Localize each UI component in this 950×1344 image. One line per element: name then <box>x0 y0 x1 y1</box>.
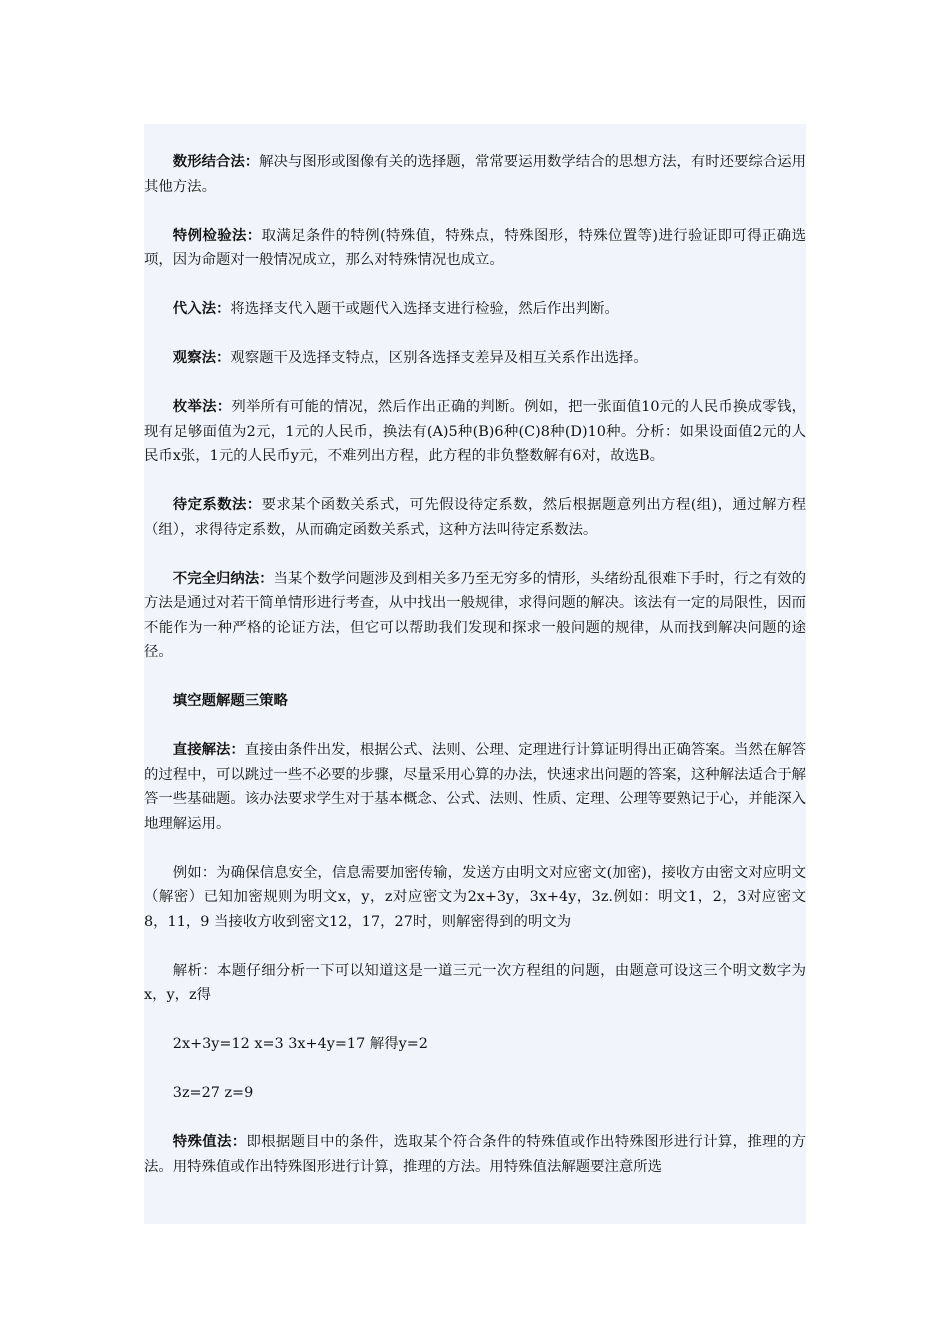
paragraph-lead: 直接解法： <box>172 742 245 758</box>
paragraph-text: 即根据题目中的条件，选取某个符合条件的特殊值或作出特殊图形进行计算，推理的方法。用特殊值或作出特殊图形进行计算，推理的方法。用特殊值法解题要注意所选 <box>144 1134 806 1175</box>
paragraph-text: 列举所有可能的情况，然后作出正确的判断。例如，把一张面值10元的人民币换成零钱，现有足够面值为2元，1元的人民币，换法有(A)5种(B)6种(C)8种(D)10种。分析：如果设面值2元的人民币x张，1元的人民币y元，不难列出方程，此方程的非负整数解有6对，故选B。 <box>144 399 806 464</box>
paragraph-zhijie <box>144 738 806 836</box>
paragraph-text: 当某个数学问题涉及到相关多乃至无穷多的情形，头绪纷乱很难下手时，行之有效的方法是通过对若干简单情形进行考查，从中找出一般规律，求得问题的解决。该法有一定的局限性，因而不能作为一种严格的论证方法，但它可以帮助我们发现和探求一般问题的规律，从而找到解决问题的途径。 <box>144 570 806 660</box>
paragraph-shuxing <box>144 150 806 199</box>
paragraph-lead: 特殊值法： <box>172 1134 247 1150</box>
paragraph-guina <box>144 567 806 665</box>
paragraph-lead: 观察法： <box>172 350 231 366</box>
section-heading: 填空题解题三策略 <box>172 693 288 709</box>
equation-line-1: 2x+3y=12 x=3 3x+4y=17 解得y=2 <box>172 1036 428 1052</box>
paragraph-lead: 代入法： <box>172 301 231 317</box>
paragraph-lead: 待定系数法： <box>172 497 262 513</box>
paragraph-meiju <box>144 395 806 469</box>
paragraph-lead: 枚举法： <box>172 399 232 415</box>
paragraph-analysis: 解析：本题仔细分析一下可以知道这是一道三元一次方程组的问题，由题意可设这三个明文数字为x，y，z得 <box>144 962 806 1003</box>
paragraph-text: 直接由条件出发，根据公式、法则、公理、定理进行计算证明得出正确答案。当然在解答的过程中，可以跳过一些不必要的步骤，尽量采用心算的办法，快速求出问题的答案，这种解法适合于解答一些基础题。该办法要求学生对于基本概念、公式、法则、性质、定理、公理等要熟记于心，并能深入地理解运用。 <box>144 742 806 832</box>
paragraph-text: 解决与图形或图像有关的选择题，常常要运用数学结合的思想方法，有时还要综合运用其他方法。 <box>144 154 806 195</box>
paragraph-dairu <box>144 297 806 322</box>
paragraph-lead: 特例检验法： <box>172 227 262 244</box>
paragraph-text: 将选择支代入题干或题代入选择支进行检验，然后作出判断。 <box>230 301 619 317</box>
paragraph-guancha <box>144 346 806 371</box>
paragraph-teli <box>144 224 806 273</box>
document-page <box>144 124 806 1224</box>
paragraph-text: 观察题干及选择支特点，区别各选择支差异及相互关系作出选择。 <box>230 350 648 366</box>
paragraph-daiding <box>144 493 806 542</box>
equation-line-2: 3z=27 z=9 <box>172 1085 254 1101</box>
paragraph-example: 例如：为确保信息安全，信息需要加密传输，发送方由明文对应密文(加密)，接收方由密文对应明文（解密）已知加密规则为明文x，y，z对应密文为2x+3y，3x+4y，3z.例如：明文1，2，3对应密文8，11，9 当接收方收到密文12，17，27时，则解密得到的明文为 <box>144 864 806 930</box>
paragraph-teshuzhi <box>144 1130 806 1179</box>
paragraph-lead: 不完全归纳法： <box>172 570 274 587</box>
paragraph-text: 要求某个函数关系式，可先假设待定系数，然后根据题意列出方程(组)，通过解方程（组），求得待定系数，从而确定函数关系式，这种方法叫待定系数法。 <box>144 497 806 538</box>
paragraph-lead: 数形结合法： <box>172 154 260 170</box>
document-body <box>144 150 806 1204</box>
paragraph-text: 取满足条件的特例(特殊值，特殊点，特殊图形，特殊位置等)进行验证即可得正确选项，因为命题对一般情况成立，那么对特殊情况也成立。 <box>144 227 806 268</box>
